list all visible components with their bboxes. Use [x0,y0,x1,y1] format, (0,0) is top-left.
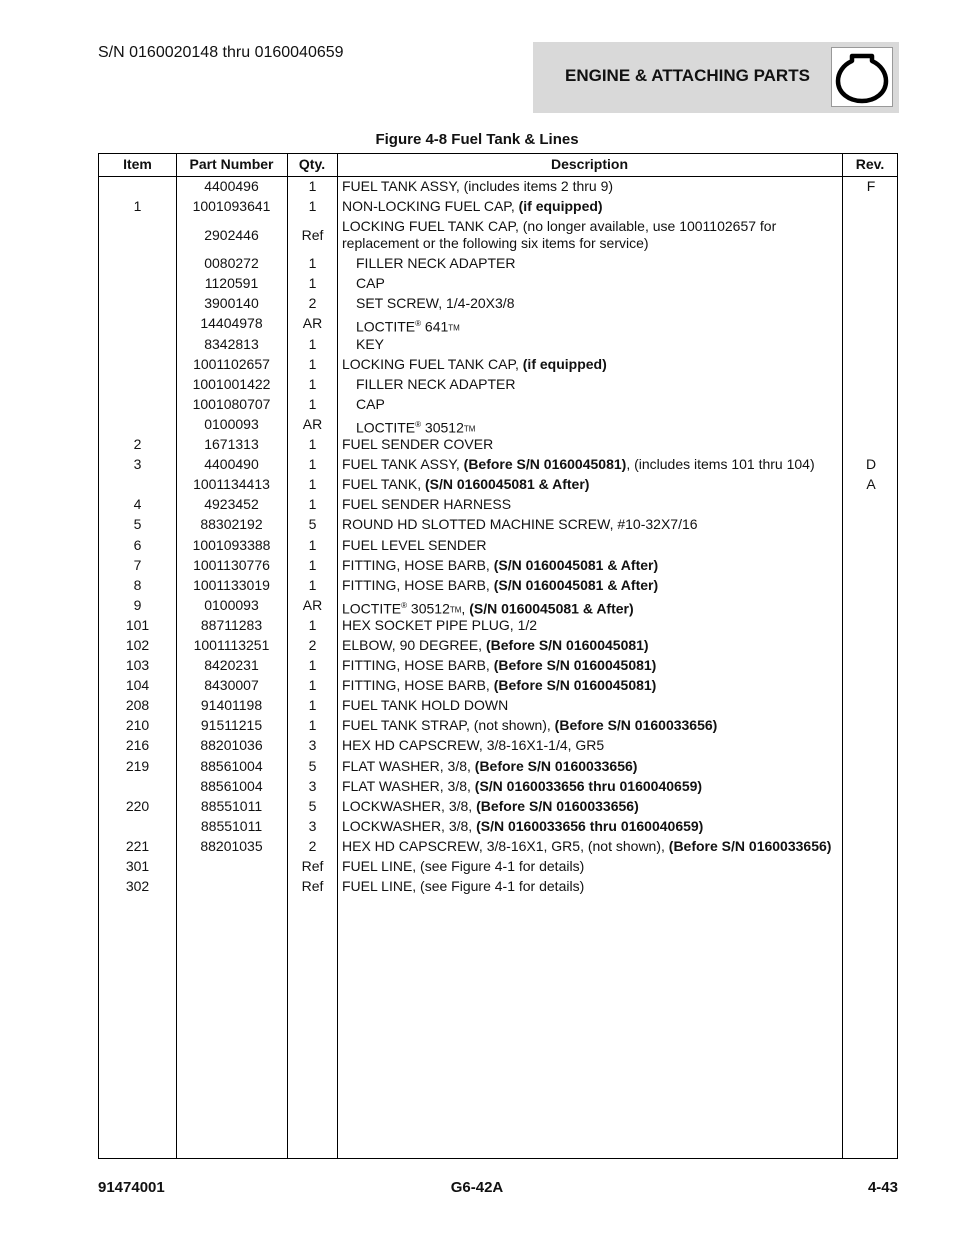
quantity: 5 [308,757,317,774]
quantity: 2 [308,636,317,653]
table-row [99,777,897,797]
description-text: (Before S/N 0160045081) [493,677,657,694]
quantity: 3 [308,737,317,754]
item-number: 4 [133,496,142,513]
description-text: FLAT WASHER, 3/8, [342,757,475,774]
description-text: FUEL LINE, (see Figure 4-1 for details) [342,858,585,874]
description-text: LOCTITE [342,600,402,617]
part-number: 3900140 [204,295,259,312]
part-number: 88201036 [200,737,263,754]
table-row [99,616,897,636]
serial-range: S/N 0160020148 thru 0160040659 [98,44,344,61]
description-text: HEX HD CAPSCREW, 3/8-16X1, GR5, (not shown), [342,837,669,854]
description [342,396,856,413]
part-number: 1120591 [204,275,259,292]
item-number: 208 [125,697,150,714]
figure-title: Figure 4-8 Fuel Tank & Lines [375,131,579,148]
revision: D [865,456,877,473]
part-number: 0100093 [204,415,259,432]
quantity: 1 [308,335,317,352]
table-row [99,495,897,515]
quantity: 1 [308,476,317,493]
part-number: 1001134413 [193,476,270,493]
description-text: LOCTITE [356,419,416,436]
description-text: (S/N 0160033656 thru 0160040659) [476,817,704,834]
part-number: 4400496 [204,178,259,194]
table-row [99,636,897,656]
header-qty: Qty. [298,156,326,172]
part-number: 88561004 [200,777,263,794]
description-text: LOCKING FUEL TANK CAP, [342,355,523,372]
description-text: LOCTITE [356,319,416,336]
table-row [99,475,897,495]
item-number: 102 [125,636,150,653]
description-text: FILLER NECK ADAPTER [356,375,516,392]
footer-page-number: 4-43 [867,1179,898,1196]
description-text: (if equipped) [522,355,607,372]
part-number: 1001130776 [193,556,270,573]
item-number: 104 [125,677,150,694]
quantity: AR [302,415,323,432]
description-text: SET SCREW, 1/4-20X3/8 [356,295,515,312]
description-text: FILLER NECK ADAPTER [356,255,516,272]
quantity: 1 [308,616,317,633]
item-number: 101 [125,616,150,633]
description-text: LOCKWASHER, 3/8, [342,817,477,834]
description [342,476,842,493]
section-title: ENGINE & ATTACHING PARTS [565,66,810,85]
table-row [99,197,897,217]
table-row [99,435,897,455]
item-number: 301 [125,858,150,874]
description-text: 30512 [407,600,450,617]
description [342,516,842,533]
description [342,657,842,674]
part-number: 1001113251 [193,636,270,653]
part-number: 1001093388 [192,536,271,553]
table-row [99,335,897,355]
description [342,537,842,554]
quantity: 1 [308,255,317,272]
parts-table [98,153,898,1159]
quantity: Ref [301,858,324,874]
quantity: 3 [308,817,317,834]
item-number: 1 [133,198,142,215]
quantity: AR [302,596,323,613]
description-text: ROUND HD SLOTTED MACHINE SCREW, #10-32X7/16 [342,516,698,533]
quantity: 3 [308,777,317,794]
part-number: 91511215 [200,717,263,734]
description-text: (S/N 0160045081 & After) [493,556,659,573]
description [342,255,856,272]
description-text: 30512 [421,419,464,436]
quantity: 1 [308,395,317,412]
part-number: 8420231 [204,657,259,674]
description [342,778,842,795]
header-item: Item [123,156,152,172]
table-row [99,596,897,616]
description-text: KEY [356,335,385,352]
description-text: (Before S/N 0160033656) [668,837,832,854]
part-number: 88551011 [200,817,263,834]
description [342,336,856,353]
table-row [99,736,897,756]
description-text: FLAT WASHER, 3/8, [342,777,475,794]
description-text: (S/N 0160045081 & After) [469,600,634,617]
footer-model: G6-42A [450,1179,504,1196]
table-row [99,837,897,857]
description-text: FITTING, HOSE BARB, [342,576,494,593]
quantity: 1 [308,436,317,453]
header-part-number: Part Number [189,156,274,172]
quantity: 1 [308,456,317,473]
table-row [99,415,897,435]
description-text: TM [463,424,476,434]
table-row [99,177,897,197]
description-text: (S/N 0160033656 thru 0160040659) [474,777,703,794]
part-number: 4923452 [204,496,259,513]
part-number: 1001102657 [193,355,270,372]
section-header [533,42,899,113]
part-number: 91401198 [200,697,263,714]
description [342,858,842,875]
item-number: 219 [125,757,150,774]
description [342,456,842,473]
quantity: AR [302,315,323,332]
description-text: (Before S/N 0160045081) [493,657,657,674]
description [342,496,842,513]
item-number: 2 [133,436,142,453]
table-row [99,294,897,314]
description-text: HEX SOCKET PIPE PLUG, 1/2 [342,616,538,633]
table-row [99,877,897,897]
description [342,178,842,195]
description-text: HEX HD CAPSCREW, 3/8-16X1-1/4, GR5 [342,737,605,754]
item-number: 221 [125,837,150,854]
description-text: (Before S/N 0160045081) [463,456,627,473]
description-text: FITTING, HOSE BARB, [342,657,494,674]
quantity: 1 [308,556,317,573]
description [342,436,842,453]
table-row [99,696,897,716]
description-text: TM [448,324,460,334]
quantity: 5 [308,516,317,533]
table-row [99,857,897,877]
description-text: FITTING, HOSE BARB, [342,556,494,573]
description-text: FUEL TANK ASSY, [342,456,464,473]
description-text: CAP [356,395,385,412]
description-text: , (includes items 101 thru 104) [626,456,815,473]
quantity: 1 [308,355,317,372]
description-text: (Before S/N 0160033656) [476,797,639,814]
quantity: 1 [308,198,317,215]
revision: A [866,476,876,493]
description [342,577,842,594]
quantity: 1 [308,496,317,513]
quantity: 1 [308,536,317,553]
description [342,697,842,714]
description-text: (Before S/N 0160033656) [554,717,718,734]
table-row [99,395,897,415]
description-text: FUEL SENDER COVER [342,436,494,453]
part-number: 14404978 [200,315,263,332]
description [342,198,842,215]
part-number: 4400490 [204,456,259,473]
description [342,295,856,312]
quantity: 1 [308,275,317,292]
quantity: 5 [308,797,317,814]
table-row [99,716,897,736]
header-rev: Rev. [855,156,885,172]
header-description: Description [550,156,628,172]
quantity: 1 [308,178,317,194]
quantity: 1 [308,576,317,593]
table-row [99,515,897,535]
part-number: 8430007 [204,677,259,694]
item-number: 103 [125,657,150,674]
part-number: 88302192 [200,516,263,533]
part-number: 0100093 [204,596,259,613]
table-row [99,556,897,576]
item-number: 216 [125,737,150,754]
table-row [99,536,897,556]
table-row [99,817,897,837]
description [342,376,856,393]
table-row [99,576,897,596]
item-number: 210 [125,717,150,734]
part-number: 0080272 [204,255,259,272]
description [342,818,842,835]
description-text: FITTING, HOSE BARB, [342,677,494,694]
part-number: 88551011 [200,797,263,814]
part-number: 1001133019 [193,576,270,593]
quantity: 1 [308,375,317,392]
revision: F [866,178,876,194]
description-text: (S/N 0160045081 & After) [424,476,590,493]
description [342,356,842,373]
description-text: (Before S/N 0160045081) [485,636,649,653]
description-text: FUEL SENDER HARNESS [342,496,512,513]
table-row [99,757,897,777]
item-number: 9 [133,596,142,613]
description-text: CAP [356,275,385,292]
item-number: 302 [125,878,150,895]
description-text: TM [449,605,462,615]
description-text: (Before S/N 0160033656) [474,757,638,774]
item-number: 6 [133,536,142,553]
description-text: (S/N 0160045081 & After) [493,576,659,593]
quantity: 2 [308,295,317,312]
description-text: 641 [421,319,449,336]
quantity: Ref [301,878,324,895]
quantity: 1 [308,697,317,714]
description-text: FUEL TANK HOLD DOWN [342,697,509,714]
description-text: ® [415,319,422,329]
description [342,838,842,855]
description-text: LOCKWASHER, 3/8, [342,797,477,814]
description-text: ELBOW, 90 DEGREE, [342,636,486,653]
table-row [99,314,897,334]
description-text: FUEL TANK STRAP, (not shown), [342,717,555,734]
table-row [99,217,897,254]
description [342,637,842,654]
description [342,798,842,815]
table-body [99,177,897,897]
description [342,557,842,574]
table-row [99,254,897,274]
description-text: , [461,600,470,617]
description [342,737,842,754]
table-row [99,274,897,294]
description [342,218,842,252]
item-number: 220 [125,797,150,814]
description-text: ® [415,419,422,429]
quantity: 1 [308,717,317,734]
table-row [99,797,897,817]
part-number: 2902446 [204,227,259,244]
table-row [99,375,897,395]
quantity: 1 [308,677,317,694]
item-number: 7 [133,556,142,573]
part-number: 88711283 [200,616,263,633]
part-number: 1671313 [204,436,259,453]
part-number: 88201035 [200,837,263,854]
description-text: (if equipped) [518,198,603,215]
description [342,617,842,634]
part-number: 1001001422 [192,375,271,392]
item-number: 3 [133,456,142,473]
description-text: FUEL LEVEL SENDER [342,536,487,553]
quantity: 2 [308,837,317,854]
part-number: 1001080707 [192,395,271,412]
part-number: 1001093641 [192,198,271,215]
table-row [99,355,897,375]
footer-doc-number: 91474001 [98,1179,165,1196]
description-text: FUEL TANK ASSY, (includes items 2 thru 9) [342,178,614,194]
description [342,275,856,292]
description [342,717,842,734]
description [342,878,842,895]
description-text: NON-LOCKING FUEL CAP, [342,198,519,215]
table-row [99,455,897,475]
description-text: FUEL LINE, (see Figure 4-1 for details) [342,878,585,895]
part-number: 88561004 [200,757,263,774]
engine-icon [831,47,893,107]
table-row [99,676,897,696]
description [342,677,842,694]
part-number: 8342813 [204,335,259,352]
item-number: 8 [133,576,142,593]
item-number: 5 [133,516,142,533]
description-text: LOCKING FUEL TANK CAP, (no longer available, use 1001102657 for replacement or the following six items for service) [342,218,777,252]
description-text: ® [401,600,408,610]
table-row [99,656,897,676]
description-text: FUEL TANK, [342,476,425,493]
quantity: 1 [308,657,317,674]
quantity: Ref [301,227,324,244]
description [342,758,842,775]
